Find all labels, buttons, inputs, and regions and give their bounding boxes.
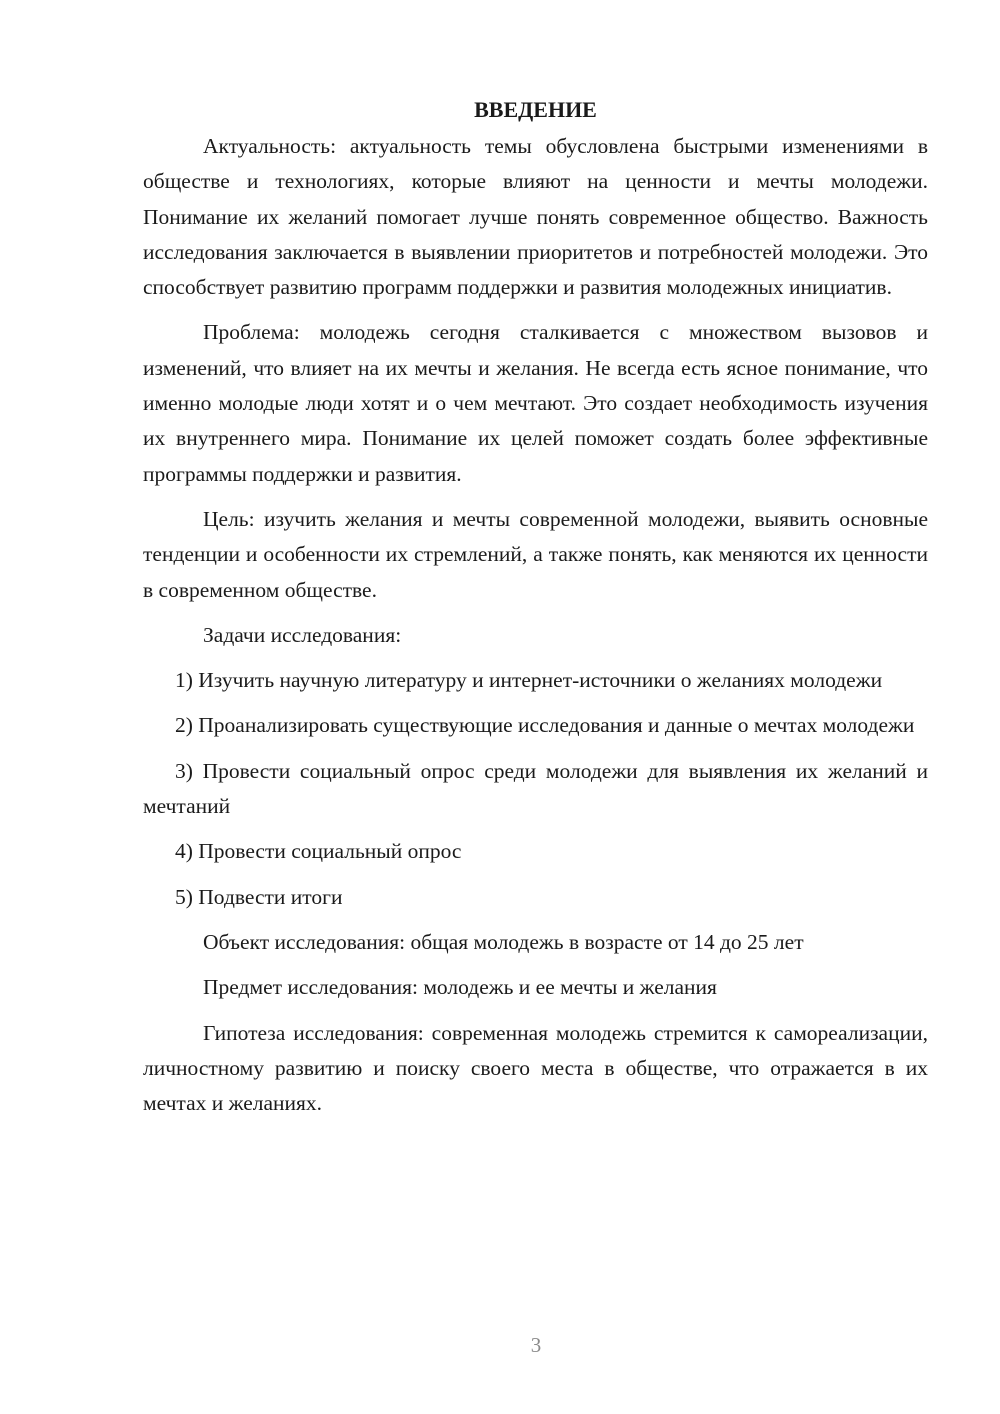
goal-paragraph: Цель: изучить желания и мечты современной молодежи, выявить основные тенденции и особенности их стремлений, а также понять, как меняются их ценности в современном обществе. (143, 506, 928, 602)
task-item-1: 1) Изучить научную литературу и интернет-источники о желаниях молодежи (175, 668, 883, 693)
document-page (143, 92, 928, 1131)
task-item-3: 3) Провести социальный опрос среди молодежи для выявления их желаний и мечтаний (143, 758, 928, 819)
page-title: ВВЕДЕНИЕ (474, 97, 597, 122)
page-number: 3 (530, 1333, 542, 1357)
task-item-4: 4) Провести социальный опрос (175, 839, 462, 864)
task-item-5: 5) Подвести итоги (175, 884, 343, 909)
problem-paragraph: Проблема: молодежь сегодня сталкивается с множеством вызовов и изменений, что влияет на их мечты и желания. Не всегда есть ясное понимание, что именно молодые люди хотят и о чем мечтают. Это создает необходимость изучения их внутреннего мира. Понимание их целей поможет создать более эффективные программы поддержки и развития. (143, 320, 928, 486)
object-paragraph: Объект исследования: общая молодежь в возрасте от 14 до 25 лет (203, 929, 804, 954)
tasks-heading: Задачи исследования: (203, 622, 402, 647)
task-item-2: 2) Проанализировать существующие исследования и данные о мечтах молодежи (175, 713, 915, 738)
subject-paragraph: Предмет исследования: молодежь и ее мечты и желания (203, 975, 717, 1000)
relevance-paragraph: Актуальность: актуальность темы обусловлена быстрыми изменениями в обществе и технологиях, которые влияют на ценности и мечты молодежи. Понимание их желаний помогает лучше понять современное общество. Важность исследования заключается в выявлении приоритетов и потребностей молодежи. Это способствует развитию программ поддержки и развития молодежных инициатив. (143, 134, 928, 300)
hypothesis-paragraph: Гипотеза исследования: современная молодежь стремится к самореализации, личностному развитию и поиску своего места в обществе, что отражается в их мечтах и желаниях. (143, 1020, 928, 1116)
